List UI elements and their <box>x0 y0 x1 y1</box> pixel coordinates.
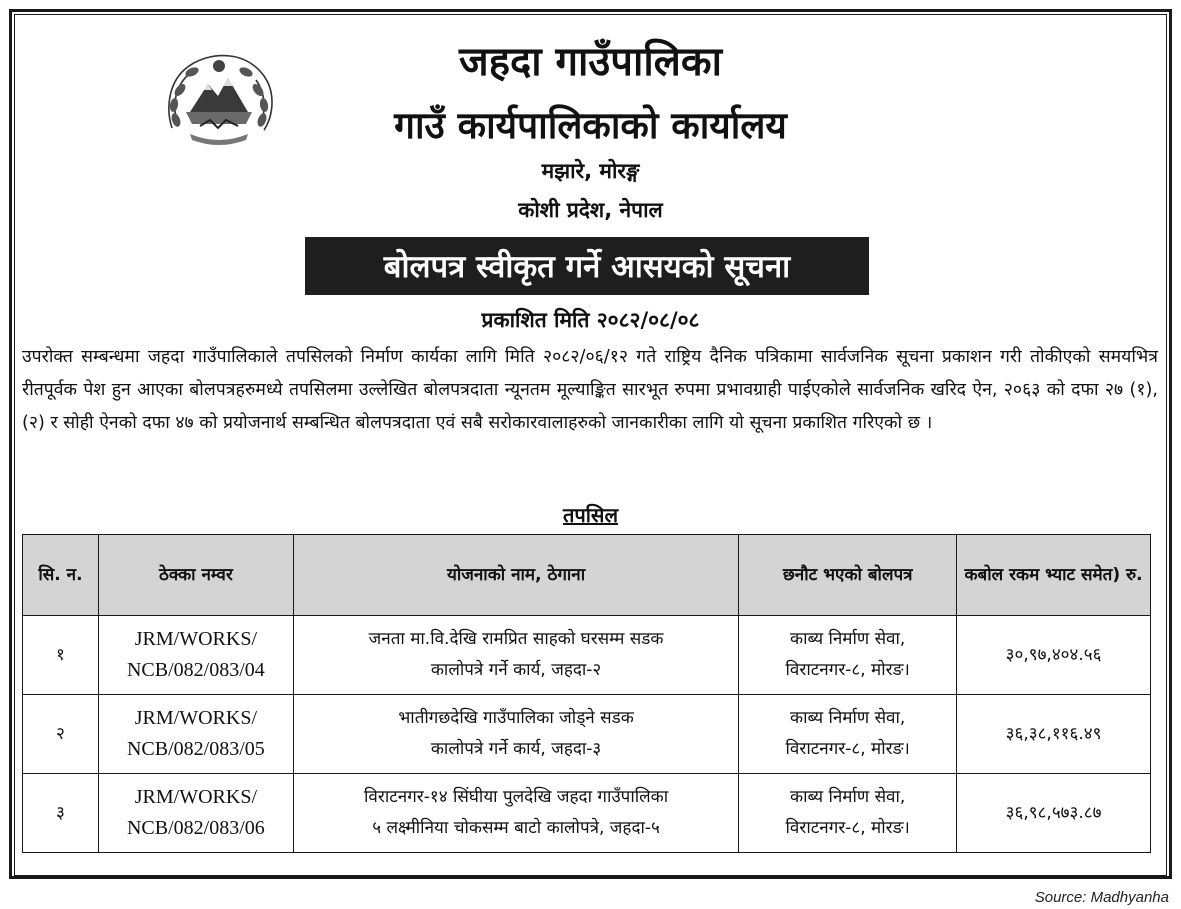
project-line-2: कालोपत्रे गर्ने कार्य, जहदा-२ <box>430 660 602 680</box>
province-country: कोशी प्रदेश, नेपाल <box>518 198 663 222</box>
cell-project <box>293 616 738 695</box>
cell-project <box>293 774 738 853</box>
office-name: गाउँ कार्यपालिकाको कार्यालय <box>394 104 787 147</box>
contract-line-2: NCB/082/083/06 <box>126 817 265 839</box>
cell-bidder <box>739 774 957 853</box>
contract-line-2: NCB/082/083/05 <box>126 738 265 760</box>
table-header-row <box>23 535 1151 616</box>
bidder-line-1: काब्य निर्माण सेवा, <box>790 708 906 728</box>
cell-sn: २ <box>23 695 99 774</box>
cell-contract-no <box>98 774 293 853</box>
cell-amount: ३०,९७,४०४.५६ <box>957 616 1151 695</box>
header-bidder: छनौट भएको बोलपत्र <box>739 535 957 616</box>
header-contract-no: ठेक्का नम्वर <box>98 535 293 616</box>
cell-sn: १ <box>23 616 99 695</box>
cell-bidder <box>739 695 957 774</box>
project-line-1: विराटनगर-१४ सिंघीया पुलदेखि जहदा गाउँपालिका <box>364 787 669 807</box>
header-sn: सि. न. <box>23 535 99 616</box>
contract-line-1: JRM/WORKS/ <box>134 786 257 808</box>
schedule-title: तपसिल <box>562 503 619 527</box>
header-amount: कबोल रकम भ्याट समेत) रु. <box>957 535 1151 616</box>
header-project: योजनाको नाम, ठेगाना <box>293 535 738 616</box>
project-line-1: जनता मा.वि.देखि रामप्रित साहको घरसम्म सडक <box>368 629 664 649</box>
bidder-line-2: विराटनगर-८, मोरङ। <box>785 739 910 759</box>
project-line-2: कालोपत्रे गर्ने कार्य, जहदा-३ <box>430 739 602 759</box>
cell-amount: ३६,९८,५७३.८७ <box>957 774 1151 853</box>
bidder-line-1: काब्य निर्माण सेवा, <box>790 787 906 807</box>
project-line-2: ५ लक्ष्मीनिया चोकसम्म बाटो कालोपत्रे, जहदा-५ <box>372 818 660 838</box>
municipality-name: जहदा गाउँपालिका <box>459 39 722 85</box>
cell-contract-no <box>98 616 293 695</box>
contract-line-1: JRM/WORKS/ <box>134 707 257 729</box>
cell-sn: ३ <box>23 774 99 853</box>
cell-bidder <box>739 616 957 695</box>
contract-line-2: NCB/082/083/04 <box>126 659 265 681</box>
bidder-line-2: विराटनगर-८, मोरङ। <box>785 818 910 838</box>
bid-table <box>22 534 1151 853</box>
table-row <box>23 774 1151 853</box>
bidder-line-2: विराटनगर-८, मोरङ। <box>785 660 910 680</box>
source-credit: Source: Madhyanha <box>1034 889 1169 906</box>
cell-contract-no <box>98 695 293 774</box>
notice-title: बोलपत्र स्वीकृत गर्ने आसयको सूचना <box>305 237 869 295</box>
published-date: प्रकाशित मिति २०८२/०८/०८ <box>481 308 700 332</box>
table-row <box>23 616 1151 695</box>
contract-line-1: JRM/WORKS/ <box>134 628 257 650</box>
notice-body: उपरोक्त सम्बन्धमा जहदा गाउँपालिकाले तपसिलको निर्माण कार्यका लागि मिति २०८२/०६/१२ गते राष्ट्रिय दैनिक पत्रिकामा सार्वजनिक सूचना प्रकाशन गरी तोकीएको समयभित्र रीतपूर्वक पेश हुन आएका बोलपत्रहरुमध्ये तपसिलमा उल्लेखित बोलपत्रदाता न्यूनतम मूल्याङ्कित सारभूत रुपमा प्रभावग्राही पाईएकोले सार्वजनिक खरिद ऐन, २०६३ को दफा २७ (१), (२) र सोही ऐनको दफा ४७ को प्रयोजनार्थ सम्बन्धित बोलपत्रदाता एवं सबै सरोकारवालाहरुको जानकारीका लागि यो सूचना प्रकाशित गरिएको छ । <box>22 347 1158 433</box>
cell-project <box>293 695 738 774</box>
project-line-1: भातीगछदेखि गाउँपालिका जोड्ने सडक <box>398 708 634 728</box>
bidder-line-1: काब्य निर्माण सेवा, <box>790 629 906 649</box>
table-row <box>23 695 1151 774</box>
office-address: मझारे, मोरङ्ग <box>541 159 640 183</box>
cell-amount: ३६,३८,११६.४९ <box>957 695 1151 774</box>
